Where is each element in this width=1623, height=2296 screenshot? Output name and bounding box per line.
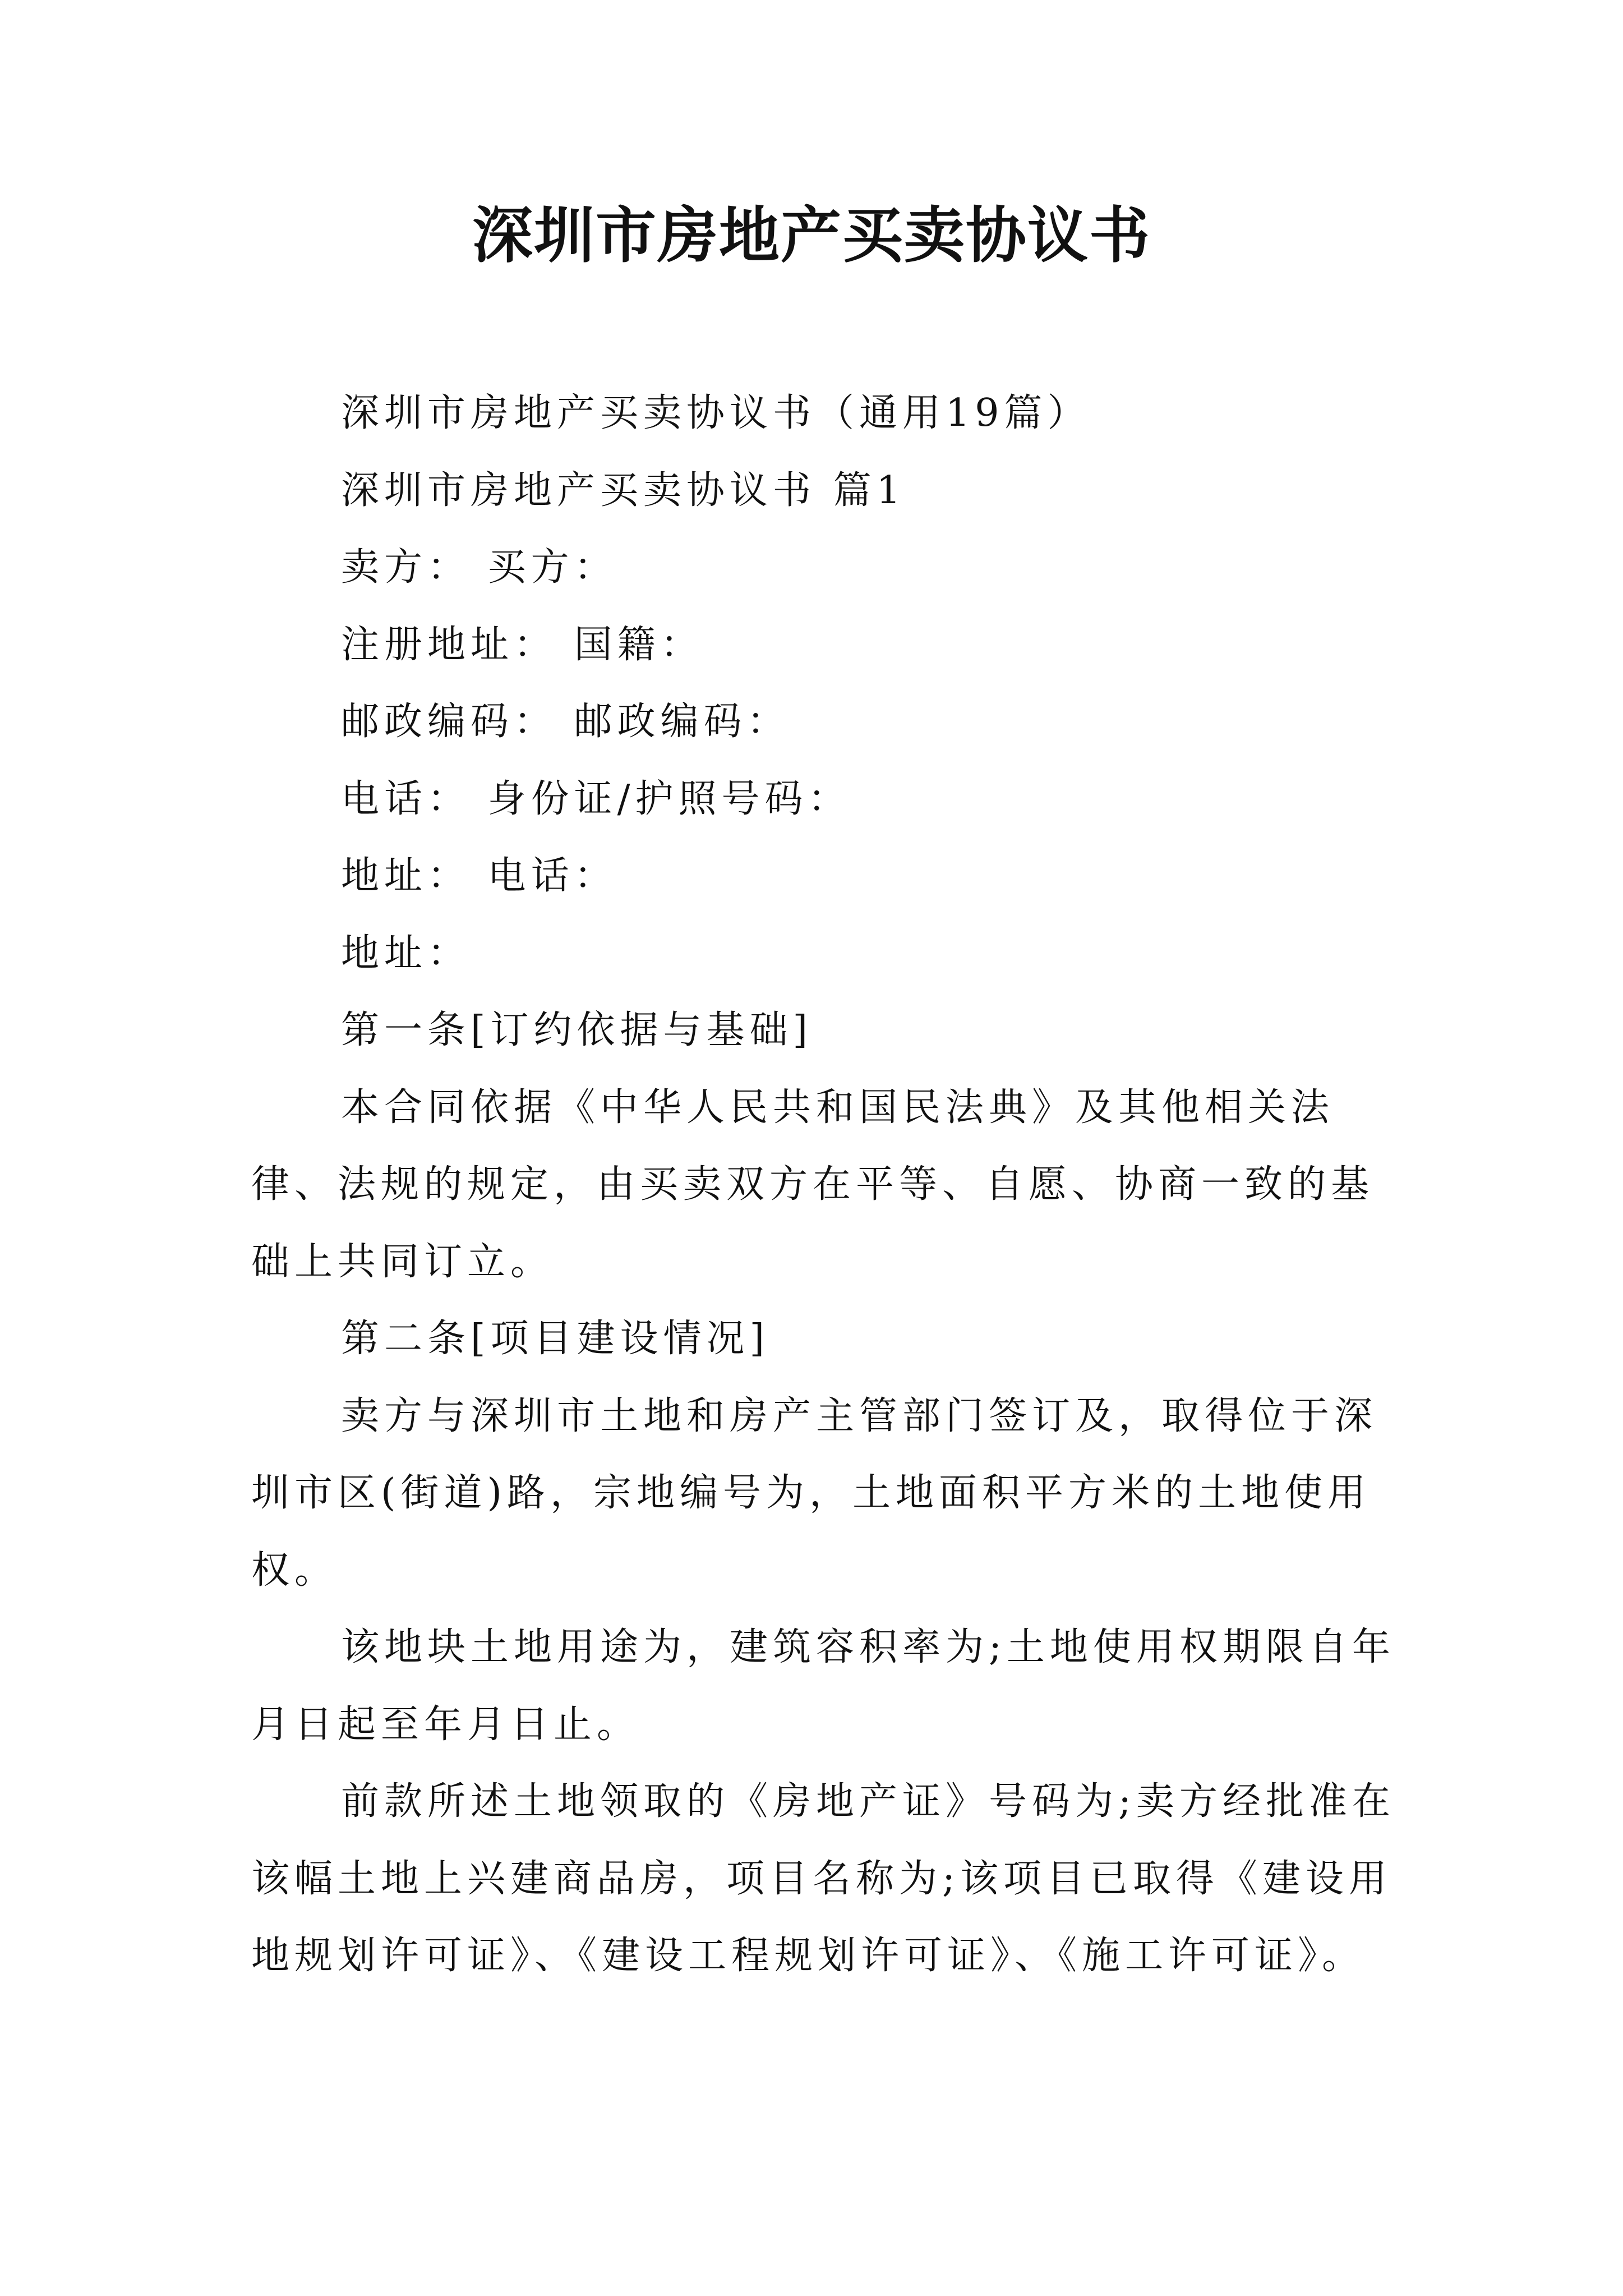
paragraph-address: 地址： — [341, 931, 471, 976]
document-body — [251, 375, 1395, 1995]
paragraph-phone-id: 电话： 身份证/护照号码： — [341, 776, 851, 821]
paragraph-address-phone: 地址： 电话： — [341, 854, 617, 898]
paragraph-chapter-heading: 深圳市房地产买卖协议书 篇1 — [341, 468, 906, 513]
document-title: 深圳市房地产买卖协议书 — [472, 200, 1151, 271]
paragraph-article-2-body-3: 前款所述土地领取的《房地产证》号码为;卖方经批准在该幅土地上兴建商品房，项目名称为;该项目已取得《建设用地规划许可证》、《建设工程规划许可证》、《施工许可证》。 — [251, 1779, 1395, 1978]
paragraph-address-nationality: 注册地址： 国籍： — [341, 622, 704, 667]
paragraph-article-1-body: 本合同依据《中华人民共和国民法典》及其他相关法律、法规的规定，由买卖双方在平等、自愿、协商一致的基础上共同订立。 — [251, 1085, 1375, 1284]
paragraph-article-2-body-1: 卖方与深圳市土地和房产主管部门签订及，取得位于深圳市区(街道)路，宗地编号为，土地面积平方米的土地使用权。 — [251, 1393, 1378, 1593]
paragraph-seller-buyer: 卖方： 买方： — [341, 545, 617, 590]
paragraph-article-2-heading: 第二条[项目建设情况] — [341, 1317, 770, 1361]
paragraph-postal-codes: 邮政编码： 邮政编码： — [341, 700, 790, 744]
paragraph-article-2-body-2: 该地块土地用途为，建筑容积率为;土地使用权期限自年月日起至年月日止。 — [251, 1625, 1395, 1747]
paragraph-article-1-heading: 第一条[订约依据与基础] — [341, 1008, 813, 1052]
paragraph-subtitle: 深圳市房地产买卖协议书（通用19篇） — [341, 391, 1091, 435]
